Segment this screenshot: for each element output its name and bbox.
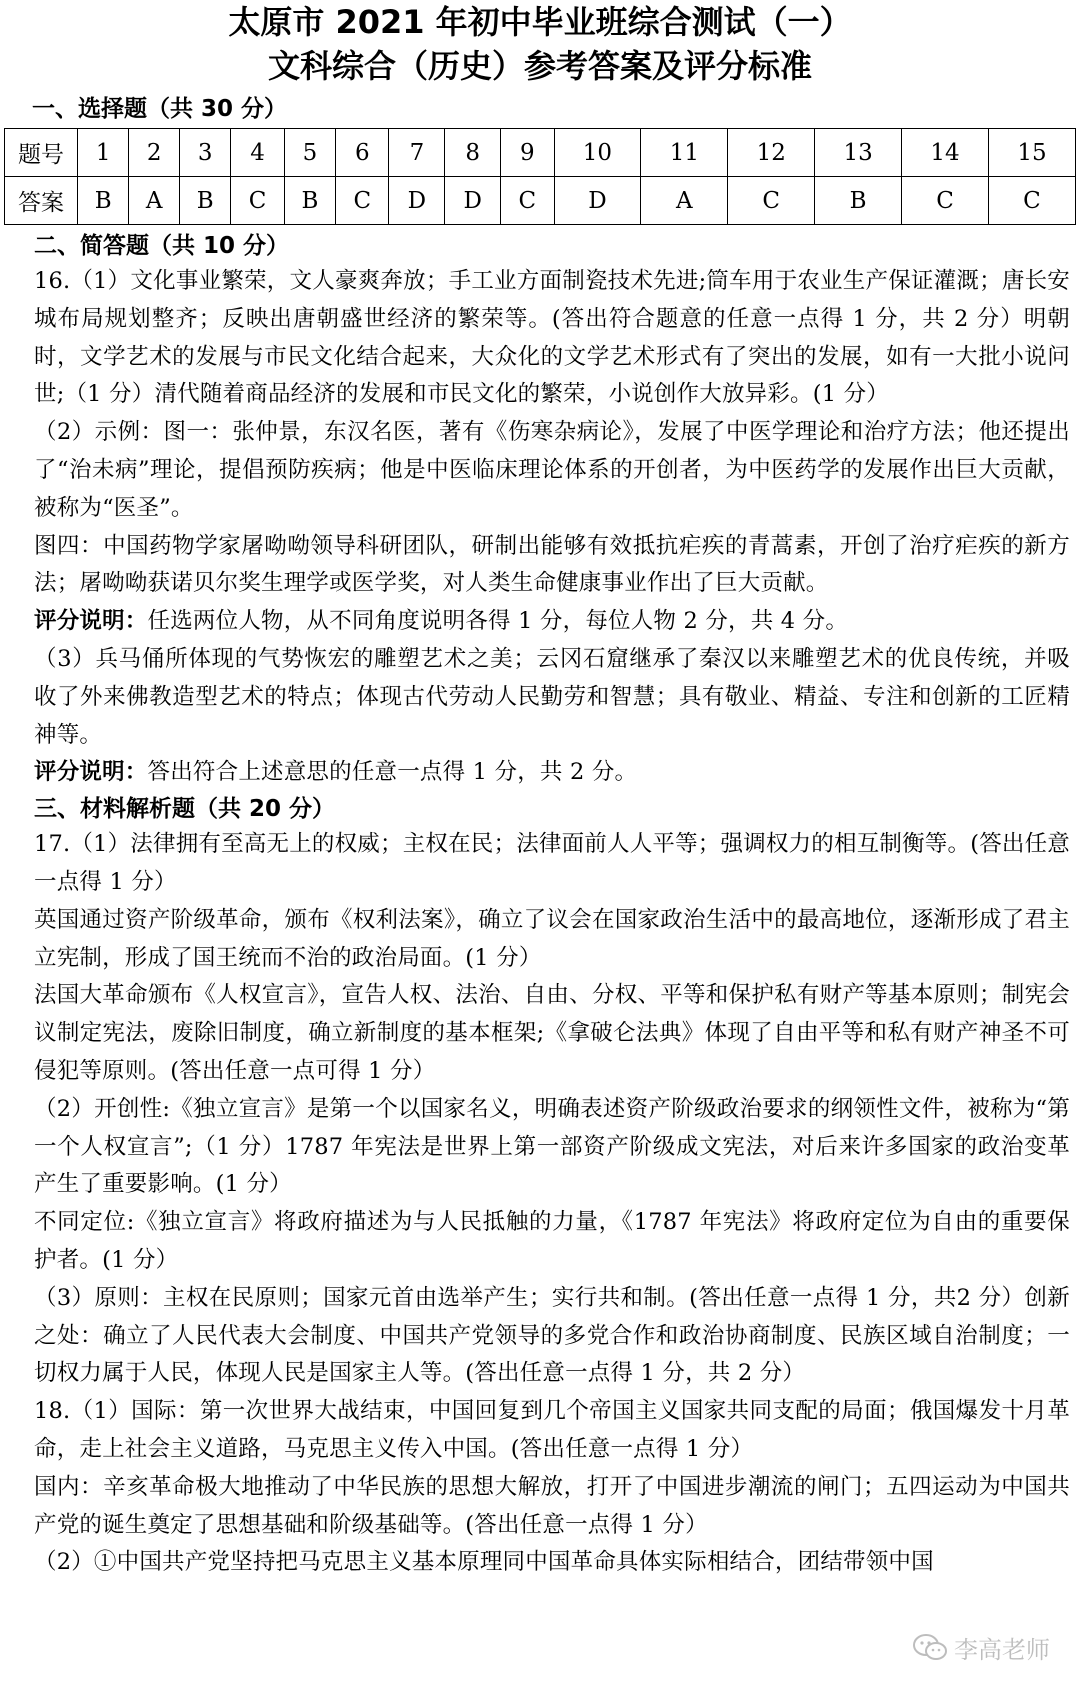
answer-cell: B: [815, 177, 902, 225]
question-number-row: [5, 129, 1076, 177]
answer-cell: B: [78, 177, 129, 225]
paragraph: 18.（1）国际：第一次世界大战结束，中国回复到几个帝国主义国家共同支配的局面；俄国爆发十月革命，走上社会主义道路，马克思主义传入中国。(答出任意一点得 1 分）: [34, 1398, 1070, 1462]
question-number-cell: 11: [641, 129, 728, 177]
scoring-note: [34, 603, 1070, 641]
answer-cell: D: [554, 177, 641, 225]
question-number-cell: 14: [902, 129, 989, 177]
paragraph: 图四：中国药物学家屠呦呦领导科研团队，研制出能够有效抵抗疟疾的青蒿素，开创了治疗疟疾的新方法；屠呦呦获诺贝尔奖生理学或医学奖，对人类生命健康事业作出了巨大贡献。: [34, 532, 1070, 597]
paragraph: （3）兵马俑所体现的气势恢宏的雕塑艺术之美；云冈石窟继承了秦汉以来雕塑艺术的优良传统，并吸收了外来佛教造型艺术的特点；体现古代劳动人民勤劳和智慧；具有敬业、精益、专注和创新的工匠精神等。: [34, 645, 1070, 748]
question-number-cell: 10: [554, 129, 641, 177]
answer-cell: B: [179, 177, 230, 225]
answer-cell: C: [336, 177, 389, 225]
scoring-label: 评分说明：: [34, 759, 148, 786]
question-label: 题号: [5, 129, 78, 177]
answer-label: 答案: [5, 177, 78, 225]
question-number-cell: 2: [129, 129, 180, 177]
paragraph: 16.（1）文化事业繁荣，文人豪爽奔放；手工业方面制瓷技术先进;筒车用于农业生产保证灌溉；唐长安城布局规划整齐；反映出唐朝盛世经济的繁荣等。(答出符合题意的任意一点得 1 分，共 2 分）明朝时，文学艺术的发展与市民文化结合起来，大众化的文学艺术形式有了突出的发展，如有一大批小说问世;（1 分）清代随着商品经济的发展和市民文化的繁荣，小说创作大放异彩。(1 分）: [34, 268, 1070, 408]
answer-cell: D: [445, 177, 501, 225]
answer-cell: D: [389, 177, 445, 225]
section3-heading: 三、材料解析题（共 20 分）: [34, 796, 336, 823]
watermark: [912, 1630, 1050, 1665]
answer-cell: A: [129, 177, 180, 225]
paragraph: 英国通过资产阶级革命，颁布《权利法案》，确立了议会在国家政治生活中的最高地位，逐渐形成了君主立宪制，形成了国王统而不治的政治局面。(1 分）: [34, 906, 1070, 971]
question-number-cell: 5: [284, 129, 335, 177]
question-number-cell: 1: [78, 129, 129, 177]
answer-table: [4, 128, 1076, 225]
question-number-cell: 7: [389, 129, 445, 177]
question-number-cell: 4: [231, 129, 284, 177]
scoring-label: 评分说明：: [34, 608, 148, 635]
page-title-line2: 文科综合（历史）参考答案及评分标准: [267, 47, 812, 85]
answer-cell: C: [902, 177, 989, 225]
paragraph: （2）开创性:《独立宣言》是第一个以国家名义，明确表述资产阶级政治要求的纲领性文件，被称为“第一个人权宣言”;（1 分）1787 年宪法是世界上第一部资产阶级成文宪法，对后来许多国家的政治变革产生了重要影响。(1 分）: [34, 1095, 1070, 1198]
paragraph: 不同定位:《独立宣言》将政府描述为与人民抵触的力量，《1787 年宪法》将政府定位为自由的重要保护者。(1 分）: [34, 1209, 1070, 1273]
answer-cell: B: [284, 177, 335, 225]
scoring-note: [34, 754, 1070, 792]
answer-cell: A: [641, 177, 728, 225]
answer-cell: C: [988, 177, 1075, 225]
section1-heading: 一、选择题（共 30 分）: [32, 96, 288, 122]
paragraph: 法国大革命颁布《人权宣言》，宣告人权、法治、自由、分权、平等和保护私有财产等基本原则；制宪会议制定宪法，废除旧制度，确立新制度的基本框架;《拿破仑法典》体现了自由平等和私有财产神圣不可侵犯等原则。(答出任意一点可得 1 分）: [34, 982, 1070, 1084]
page-title-line1: 太原市 2021 年初中毕业班综合测试（一）: [228, 3, 852, 41]
paragraph: （2）①中国共产党坚持把马克思主义基本原理同中国革命具体实际相结合，团结带领中国: [34, 1549, 934, 1576]
watermark-text: 李高老师: [954, 1636, 1050, 1664]
scoring-text: 任选两位人物，从不同角度说明各得 1 分，每位人物 2 分，共 4 分。: [147, 608, 849, 635]
paragraph: （2）示例：图一：张仲景，东汉名医，著有《伤寒杂病论》，发展了中医学理论和治疗方法；他还提出了“治未病”理论，提倡预防疾病；他是中医临床理论体系的开创者，为中医药学的发展作出巨大贡献，被称为“医圣”。: [34, 419, 1070, 521]
question-number-cell: 3: [179, 129, 230, 177]
question-number-cell: 9: [501, 129, 554, 177]
scoring-text: 答出符合上述意思的任意一点得 1 分，共 2 分。: [147, 759, 638, 786]
wechat-icon: [912, 1633, 948, 1663]
answer-cell: C: [501, 177, 554, 225]
question-number-cell: 15: [988, 129, 1075, 177]
answer-cell: C: [728, 177, 815, 225]
question-number-cell: 12: [728, 129, 815, 177]
question-number-cell: 6: [336, 129, 389, 177]
paragraph: （3）原则：主权在民原则；国家元首由选举产生；实行共和制。(答出任意一点得 1 分，共2 分）创新之处：确立了人民代表大会制度、中国共产党领导的多党合作和政治协商制度、民族区域自治制度；一切权力属于人民，体现人民是国家主人等。(答出任意一点得 1 分，共 2 分）: [34, 1284, 1070, 1387]
question-number-cell: 13: [815, 129, 902, 177]
paragraph: 17.（1）法律拥有至高无上的权威；主权在民；法律面前人人平等；强调权力的相互制衡等。(答出任意一点得 1 分）: [34, 831, 1070, 895]
section2-heading: 二、简答题（共 10 分）: [34, 233, 290, 259]
paragraph: 国内：辛亥革命极大地推动了中华民族的思想大解放，打开了中国进步潮流的闸门；五四运动为中国共产党的诞生奠定了思想基础和阶级基础等。(答出任意一点得 1 分）: [34, 1473, 1070, 1538]
answer-row: [5, 177, 1076, 225]
answer-cell: C: [231, 177, 284, 225]
question-number-cell: 8: [445, 129, 501, 177]
